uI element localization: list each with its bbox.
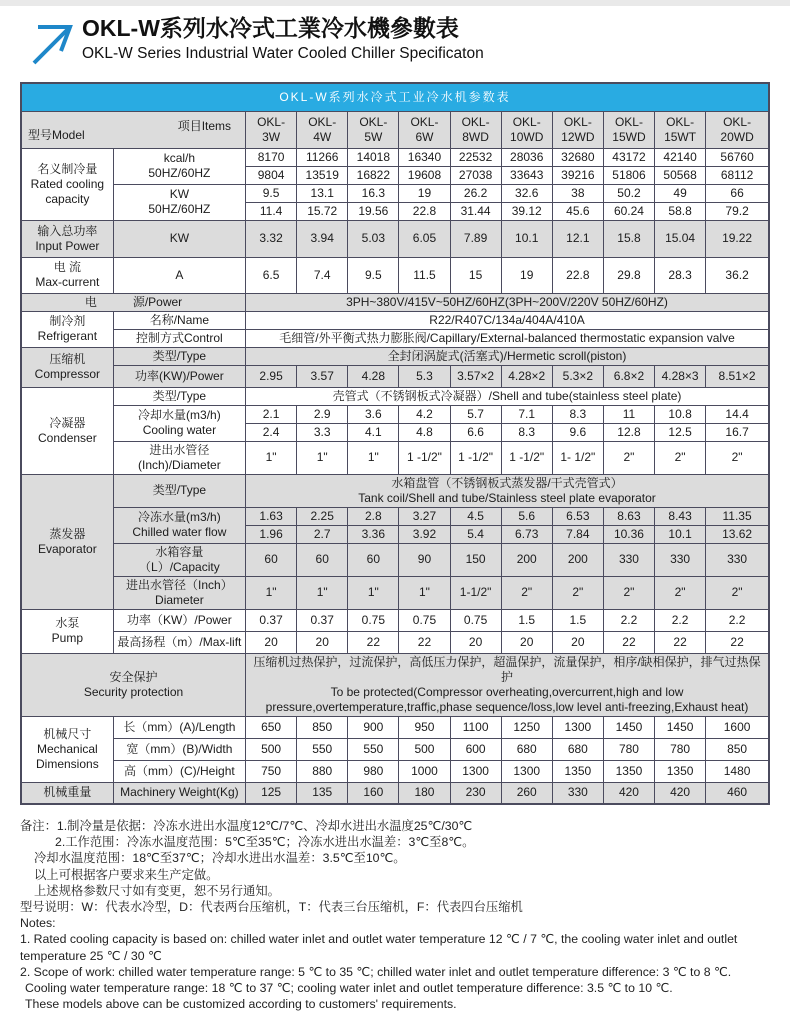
value-cell: 16.3 (348, 184, 399, 202)
item-label: 电 源/Power (21, 293, 246, 311)
value-cell: 60 (348, 543, 399, 576)
value-cell: 1.63 (246, 507, 297, 525)
value-cell: 650 (246, 716, 297, 738)
value-cell: 5.4 (450, 525, 501, 543)
value-cell: 200 (552, 543, 603, 576)
value-cell: 500 (399, 738, 450, 760)
value-cell: 1" (399, 576, 450, 609)
value-cell: 1-1/2" (450, 576, 501, 609)
value-cell: 22.8 (552, 257, 603, 293)
value-cell: 20 (246, 631, 297, 653)
value-cell: 32680 (552, 148, 603, 166)
value-cell: 1" (348, 441, 399, 474)
value-cell: 50.2 (603, 184, 654, 202)
value-cell: 550 (297, 738, 348, 760)
value-cell: 1300 (552, 716, 603, 738)
value-cell: 1450 (603, 716, 654, 738)
value-cell: 15.72 (297, 202, 348, 220)
value-cell: 20 (501, 631, 552, 653)
value-cell: 12.1 (552, 220, 603, 257)
value-cell: 200 (501, 543, 552, 576)
note-line: 1. Rated cooling capacity is based on: chilled water inlet and outlet water temperature 12 ℃ / 7 ℃, the cooling water inlet and outlet (20, 932, 738, 947)
value-cell: 2.2 (706, 609, 769, 631)
section-label: 蒸发器 Evaporator (21, 474, 113, 609)
value-cell: 5.6 (501, 507, 552, 525)
value-cell: 0.75 (348, 609, 399, 631)
value-cell: 5.3×2 (552, 365, 603, 387)
value-cell: 420 (655, 782, 706, 804)
item-label: 类型/Type (113, 474, 245, 507)
value-cell: 14018 (348, 148, 399, 166)
value-cell: 8.51×2 (706, 365, 769, 387)
value-cell: 27038 (450, 166, 501, 184)
model-header: OKL- 10WD (501, 111, 552, 148)
value-cell: 13519 (297, 166, 348, 184)
value-cell: 4.2 (399, 405, 450, 423)
value-cell: 33643 (501, 166, 552, 184)
value-cell: 600 (450, 738, 501, 760)
value-cell: 0.75 (450, 609, 501, 631)
value-cell: 3.27 (399, 507, 450, 525)
value-cell: 2" (552, 576, 603, 609)
value-cell: 43172 (603, 148, 654, 166)
item-label: 功率（KW）/Power (113, 609, 245, 631)
section-label: 制冷剂 Refrigerant (21, 311, 113, 347)
value-cell: 4.28×2 (501, 365, 552, 387)
value-cell: 1600 (706, 716, 769, 738)
value-cell: 11 (603, 405, 654, 423)
note-line: 冷却水温度范围：18℃至37℃；冷却水进出水温差：3.5℃至10℃。 (34, 851, 406, 866)
merged-value: 壳管式（不锈钢板式冷凝器）/Shell and tube(stainless steel plate) (246, 387, 769, 405)
value-cell: 6.53 (552, 507, 603, 525)
item-label: 类型/Type (113, 387, 245, 405)
value-cell: 90 (399, 543, 450, 576)
value-cell: 22.8 (399, 202, 450, 220)
merged-value: 3PH~380V/415V~50HZ/60HZ(3PH~200V/220V 50HZ/60HZ) (246, 293, 769, 311)
value-cell: 19 (501, 257, 552, 293)
value-cell: 1300 (501, 760, 552, 782)
section-label: 名义制冷量 Rated cooling capacity (21, 148, 113, 220)
value-cell: 0.37 (297, 609, 348, 631)
value-cell: 20 (450, 631, 501, 653)
note-line: These models above can be customized according to customers' requirements. (25, 997, 457, 1012)
value-cell: 6.73 (501, 525, 552, 543)
section-label: 压缩机 Compressor (21, 347, 113, 387)
value-cell: 11.35 (706, 507, 769, 525)
value-cell: 6.8×2 (603, 365, 654, 387)
merged-value: 压缩机过热保护，过流保护，高低压力保护，超温保护，流量保护，相序/缺相保护，排气过热保护 To be protected(Compressor overheating,overcurrent,high and low pressure,overtemperature,traffic,phase sequence/loss,low level anti-freezing,Exhaust heat) (246, 653, 769, 716)
value-cell: 0.37 (246, 609, 297, 631)
value-cell: 10.8 (655, 405, 706, 423)
value-cell: 1350 (552, 760, 603, 782)
item-label: 高（mm）(C)/Height (113, 760, 245, 782)
merged-value: 全封闭涡旋式(活塞式)/Hermetic scroll(piston) (246, 347, 769, 365)
value-cell: 460 (706, 782, 769, 804)
value-cell: 4.28 (348, 365, 399, 387)
value-cell: 135 (297, 782, 348, 804)
value-cell: 3.6 (348, 405, 399, 423)
value-cell: 13.62 (706, 525, 769, 543)
value-cell: 3.57 (297, 365, 348, 387)
value-cell: 2" (603, 441, 654, 474)
value-cell: 330 (552, 782, 603, 804)
item-label: 控制方式Control (113, 329, 245, 347)
value-cell: 14.4 (706, 405, 769, 423)
value-cell: 680 (552, 738, 603, 760)
value-cell: 15 (450, 257, 501, 293)
value-cell: 1350 (603, 760, 654, 782)
value-cell: 16340 (399, 148, 450, 166)
note-line: Cooling water temperature range: 18 ℃ to 37 ℃; cooling water inlet and outlet temperature difference: 3.5 ℃ to 10 ℃. (25, 981, 673, 996)
page-title: OKL-W系列水冷式工業冷水機參數表 (82, 15, 459, 41)
value-cell: 780 (655, 738, 706, 760)
value-cell: 3.3 (297, 423, 348, 441)
value-cell: 1450 (655, 716, 706, 738)
value-cell: 3.36 (348, 525, 399, 543)
value-cell: 19608 (399, 166, 450, 184)
value-cell: 11266 (297, 148, 348, 166)
item-label: 类型/Type (113, 347, 245, 365)
value-cell: 150 (450, 543, 501, 576)
value-cell: 1250 (501, 716, 552, 738)
model-header: OKL- 6W (399, 111, 450, 148)
value-cell: 1350 (655, 760, 706, 782)
value-cell: 1.96 (246, 525, 297, 543)
value-cell: 15.8 (603, 220, 654, 257)
value-cell: 2" (706, 441, 769, 474)
top-strip (0, 0, 790, 6)
value-cell: 1- 1/2" (552, 441, 603, 474)
value-cell: 180 (399, 782, 450, 804)
corner-cell (21, 111, 246, 148)
value-cell: 28.3 (655, 257, 706, 293)
value-cell: 850 (297, 716, 348, 738)
merged-value: 水箱盘管（不锈钢板式蒸发器/干式壳管式） Tank coil/Shell and tube/Stainless steel plate evaporator (246, 474, 769, 507)
section-label: 机械重量 (21, 782, 113, 804)
table-title: OKL-W系列水冷式工业冷水机参数表 (21, 83, 769, 111)
model-header: OKL- 8WD (450, 111, 501, 148)
corner-items-label: 项目Items (177, 118, 232, 133)
merged-value: R22/R407C/134a/404A/410A (246, 311, 769, 329)
value-cell: 31.44 (450, 202, 501, 220)
value-cell: 19 (399, 184, 450, 202)
merged-value: 毛细管/外平衡式热力膨胀阀/Capillary/External-balanced thermostatic expansion valve (246, 329, 769, 347)
value-cell: 6.5 (246, 257, 297, 293)
value-cell: 6.6 (450, 423, 501, 441)
value-cell: 1000 (399, 760, 450, 782)
value-cell: 2" (706, 576, 769, 609)
value-cell: 950 (399, 716, 450, 738)
value-cell: 850 (706, 738, 769, 760)
value-cell: 16.7 (706, 423, 769, 441)
value-cell: 56760 (706, 148, 769, 166)
item-label: 水箱容量（L）/Capacity (113, 543, 245, 576)
value-cell: 5.7 (450, 405, 501, 423)
value-cell: 7.4 (297, 257, 348, 293)
value-cell: 8.3 (552, 405, 603, 423)
value-cell: 1" (348, 576, 399, 609)
item-label: A (113, 257, 245, 293)
value-cell: 10.36 (603, 525, 654, 543)
value-cell: 5.3 (399, 365, 450, 387)
value-cell: 51806 (603, 166, 654, 184)
item-label: 最高扬程（m）/Max-lift (113, 631, 245, 653)
value-cell: 60 (297, 543, 348, 576)
value-cell: 980 (348, 760, 399, 782)
value-cell: 1" (297, 576, 348, 609)
value-cell: 12.5 (655, 423, 706, 441)
note-line: 备注：1.制冷量是依据：冷冻水进出水温度12℃/7℃、冷却水进出水温度25℃/30℃ (20, 819, 473, 833)
value-cell: 125 (246, 782, 297, 804)
section-label: 安全保护 Security protection (21, 653, 246, 716)
value-cell: 8.3 (501, 423, 552, 441)
item-label: 冷冻水量(m3/h) Chilled water flow (113, 507, 245, 543)
value-cell: 5.03 (348, 220, 399, 257)
value-cell: 680 (501, 738, 552, 760)
value-cell: 780 (603, 738, 654, 760)
value-cell: 49 (655, 184, 706, 202)
value-cell: 8.63 (603, 507, 654, 525)
value-cell: 900 (348, 716, 399, 738)
value-cell: 330 (706, 543, 769, 576)
note-line: 以上可根据客户要求来生产定做。 (34, 867, 219, 882)
section-label: 水泵 Pump (21, 609, 113, 653)
value-cell: 9.5 (348, 257, 399, 293)
value-cell: 42140 (655, 148, 706, 166)
value-cell: 22 (399, 631, 450, 653)
item-label: 宽（mm）(B)/Width (113, 738, 245, 760)
value-cell: 38 (552, 184, 603, 202)
value-cell: 1" (297, 441, 348, 474)
value-cell: 230 (450, 782, 501, 804)
value-cell: 3.32 (246, 220, 297, 257)
item-label: 功率(KW)/Power (113, 365, 245, 387)
value-cell: 2" (501, 576, 552, 609)
value-cell: 1480 (706, 760, 769, 782)
section-label: 机械尺寸 Mechanical Dimensions (21, 716, 113, 782)
value-cell: 2.4 (246, 423, 297, 441)
value-cell: 750 (246, 760, 297, 782)
value-cell: 1.5 (552, 609, 603, 631)
value-cell: 8.43 (655, 507, 706, 525)
model-header: OKL- 15WT (655, 111, 706, 148)
value-cell: 11.4 (246, 202, 297, 220)
arrow-logo-icon (24, 16, 80, 73)
value-cell: 16822 (348, 166, 399, 184)
page-subtitle: OKL-W Series Industrial Water Cooled Chiller Specificaton (82, 45, 484, 62)
value-cell: 4.28×3 (655, 365, 706, 387)
value-cell: 4.1 (348, 423, 399, 441)
value-cell: 20 (552, 631, 603, 653)
value-cell: 1300 (450, 760, 501, 782)
model-header: OKL- 3W (246, 111, 297, 148)
item-label: KW (113, 220, 245, 257)
value-cell: 10.1 (655, 525, 706, 543)
value-cell: 2.2 (603, 609, 654, 631)
note-line: 2. Scope of work: chilled water temperature range: 5 ℃ to 35 ℃; chilled water inlet and outlet temperature difference: 3 ℃ to 8 ℃. (20, 964, 732, 979)
value-cell: 260 (501, 782, 552, 804)
value-cell: 13.1 (297, 184, 348, 202)
value-cell: 2.25 (297, 507, 348, 525)
value-cell: 12.8 (603, 423, 654, 441)
section-label: 电 流 Max-current (21, 257, 113, 293)
value-cell: 9804 (246, 166, 297, 184)
value-cell: 330 (655, 543, 706, 576)
value-cell: 2" (655, 441, 706, 474)
value-cell: 2.8 (348, 507, 399, 525)
value-cell: 60.24 (603, 202, 654, 220)
item-label: KW 50HZ/60HZ (113, 184, 245, 220)
value-cell: 26.2 (450, 184, 501, 202)
note-line: 上述规格参数尺寸如有变更，恕不另行通知。 (34, 883, 280, 898)
value-cell: 58.8 (655, 202, 706, 220)
section-label: 冷凝器 Condenser (21, 387, 113, 474)
value-cell: 19.22 (706, 220, 769, 257)
section-label: 输入总功率 Input Power (21, 220, 113, 257)
value-cell: 3.92 (399, 525, 450, 543)
item-label: 名称/Name (113, 311, 245, 329)
item-label: 冷却水量(m3/h) Cooling water (113, 405, 245, 441)
value-cell: 1100 (450, 716, 501, 738)
note-line: 型号说明：W：代表水冷型，D：代表两台压缩机，T：代表三台压缩机，F：代表四台压缩机 (20, 900, 523, 915)
item-label: 进出水管径 (Inch)/Diameter (113, 441, 245, 474)
value-cell: 2.9 (297, 405, 348, 423)
value-cell: 4.8 (399, 423, 450, 441)
model-header: OKL- 12WD (552, 111, 603, 148)
value-cell: 9.6 (552, 423, 603, 441)
value-cell: 11.5 (399, 257, 450, 293)
value-cell: 3.57×2 (450, 365, 501, 387)
value-cell: 880 (297, 760, 348, 782)
value-cell: 45.6 (552, 202, 603, 220)
spec-table (20, 82, 770, 805)
value-cell: 22 (603, 631, 654, 653)
model-header: OKL- 20WD (706, 111, 769, 148)
value-cell: 79.2 (706, 202, 769, 220)
model-header: OKL- 5W (348, 111, 399, 148)
value-cell: 10.1 (501, 220, 552, 257)
value-cell: 22532 (450, 148, 501, 166)
item-label: kcal/h 50HZ/60HZ (113, 148, 245, 184)
value-cell: 550 (348, 738, 399, 760)
note-line: 2.工作范围：冷冻水温度范围：5℃至35℃；冷冻水进出水温差：3℃至8℃。 (55, 835, 475, 850)
value-cell: 9.5 (246, 184, 297, 202)
value-cell: 4.5 (450, 507, 501, 525)
item-label: 长（mm）(A)/Length (113, 716, 245, 738)
value-cell: 2.1 (246, 405, 297, 423)
value-cell: 32.6 (501, 184, 552, 202)
value-cell: 66 (706, 184, 769, 202)
value-cell: 0.75 (399, 609, 450, 631)
value-cell: 2.95 (246, 365, 297, 387)
value-cell: 2.2 (655, 609, 706, 631)
value-cell: 22 (706, 631, 769, 653)
note-line: temperature 25 ℃ / 30 ℃ (20, 948, 162, 963)
value-cell: 19.56 (348, 202, 399, 220)
note-line: Notes: (20, 916, 56, 931)
value-cell: 160 (348, 782, 399, 804)
value-cell: 28036 (501, 148, 552, 166)
value-cell: 39.12 (501, 202, 552, 220)
item-label: 进出水管径（Inch） Diameter (113, 576, 245, 609)
value-cell: 22 (348, 631, 399, 653)
value-cell: 50568 (655, 166, 706, 184)
value-cell: 1 -1/2" (399, 441, 450, 474)
value-cell: 7.89 (450, 220, 501, 257)
value-cell: 2.7 (297, 525, 348, 543)
spec-table-body (21, 83, 769, 804)
value-cell: 3.94 (297, 220, 348, 257)
value-cell: 330 (603, 543, 654, 576)
value-cell: 1.5 (501, 609, 552, 631)
corner-model-label: 型号Model (28, 127, 85, 142)
value-cell: 20 (297, 631, 348, 653)
value-cell: 500 (246, 738, 297, 760)
value-cell: 6.05 (399, 220, 450, 257)
value-cell: 7.84 (552, 525, 603, 543)
value-cell: 1" (246, 441, 297, 474)
value-cell: 2" (603, 576, 654, 609)
value-cell: 8170 (246, 148, 297, 166)
value-cell: 1" (246, 576, 297, 609)
notes (20, 818, 772, 1012)
value-cell: 60 (246, 543, 297, 576)
value-cell: 22 (655, 631, 706, 653)
value-cell: 2" (655, 576, 706, 609)
value-cell: 1 -1/2" (501, 441, 552, 474)
value-cell: 420 (603, 782, 654, 804)
value-cell: 36.2 (706, 257, 769, 293)
model-header: OKL- 4W (297, 111, 348, 148)
value-cell: 15.04 (655, 220, 706, 257)
value-cell: 68112 (706, 166, 769, 184)
item-label: Machinery Weight(Kg) (113, 782, 245, 804)
page-header (24, 14, 790, 72)
value-cell: 7.1 (501, 405, 552, 423)
value-cell: 29.8 (603, 257, 654, 293)
value-cell: 1 -1/2" (450, 441, 501, 474)
value-cell: 39216 (552, 166, 603, 184)
model-header: OKL- 15WD (603, 111, 654, 148)
